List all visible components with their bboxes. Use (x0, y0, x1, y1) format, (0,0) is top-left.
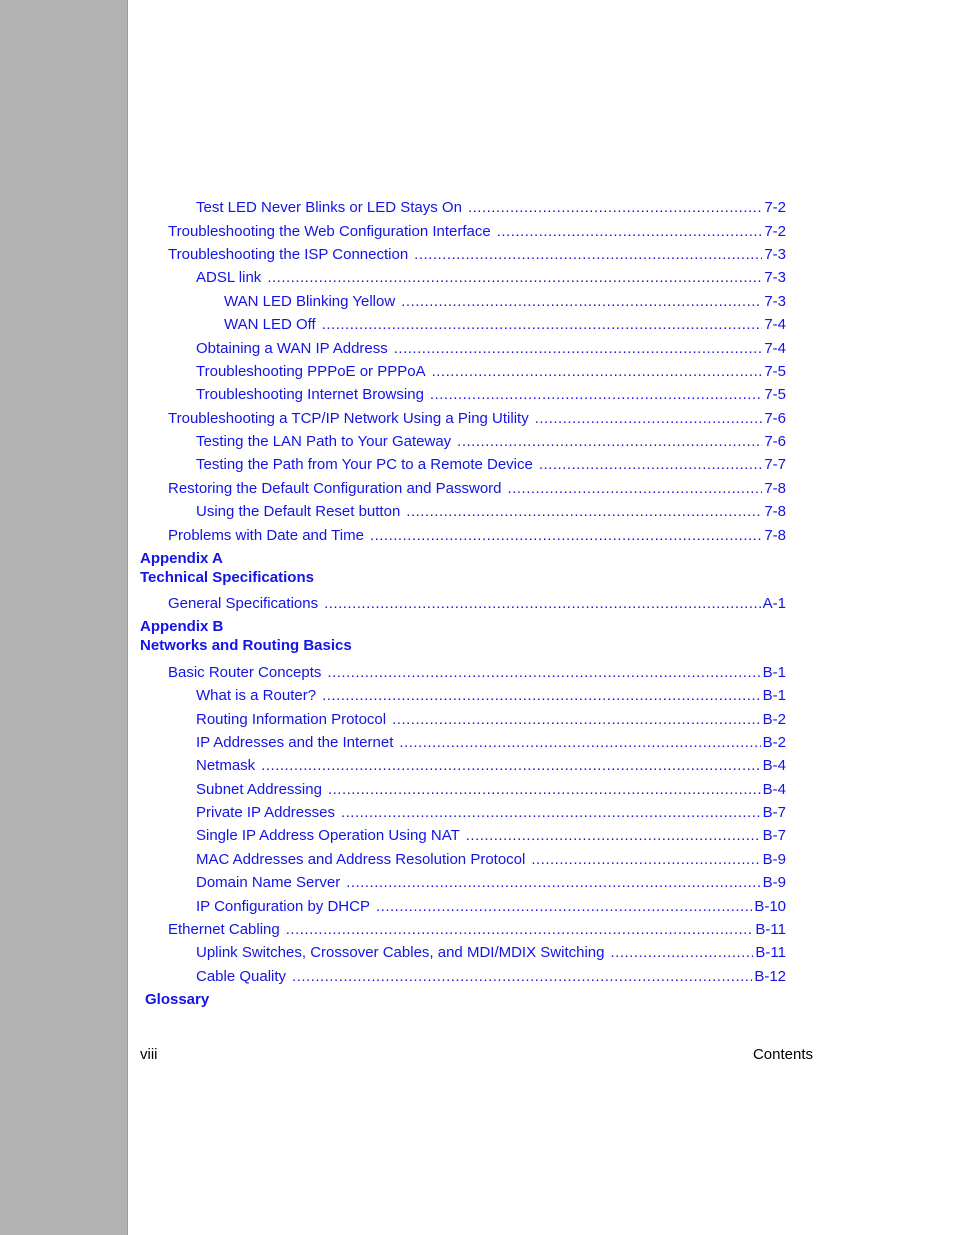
toc-entry-page: B-7 (762, 827, 786, 844)
toc-entry-title: Troubleshooting PPPoE or PPPoA (196, 363, 426, 380)
dot-leader (376, 897, 752, 917)
toc-entry[interactable] (196, 502, 786, 522)
dot-leader (328, 780, 761, 800)
toc-entry-title: Troubleshooting Internet Browsing (196, 386, 424, 403)
dot-leader (430, 385, 762, 405)
toc-entry[interactable] (168, 222, 786, 242)
dot-leader (414, 245, 762, 265)
dot-leader (327, 663, 760, 683)
dot-leader (497, 222, 763, 242)
appendix-b-heading[interactable] (140, 617, 352, 655)
toc-entry[interactable] (168, 594, 786, 614)
toc-entry-page: 7-4 (764, 340, 786, 357)
toc-entry-title: Subnet Addressing (196, 781, 322, 798)
toc-entry-title: Testing the LAN Path to Your Gateway (196, 433, 452, 450)
toc-entry-page: 7-3 (764, 269, 786, 286)
toc-entry-title: Restoring the Default Configuration and Password (168, 480, 502, 497)
dot-leader (535, 409, 763, 429)
toc-entry-title: Testing the Path from Your PC to a Remote Device (196, 456, 533, 473)
toc-entry-title: Netmask (196, 757, 256, 774)
toc-entry-title: Private IP Addresses (196, 804, 335, 821)
toc-entry-title: Uplink Switches, Crossover Cables, and MDI/MDIX Switching (196, 944, 605, 961)
dot-leader (531, 850, 760, 870)
toc-entry[interactable] (196, 362, 786, 382)
toc-entry-title: Routing Information Protocol (196, 711, 387, 728)
dot-leader (508, 479, 763, 499)
appendix-title: Technical Specifications (140, 569, 314, 586)
toc-entry-title: IP Addresses and the Internet (196, 734, 394, 751)
toc-entry-title: Troubleshooting a TCP/IP Network Using a Ping Utility (168, 410, 529, 427)
toc-entry[interactable] (168, 663, 786, 683)
dot-leader (267, 268, 762, 288)
toc-entry-title: WAN LED Blinking Yellow (224, 293, 396, 310)
toc-entry-page: B-12 (754, 968, 786, 985)
footer-page-number: viii (140, 1046, 158, 1063)
toc-entry[interactable] (196, 455, 786, 475)
dot-leader (468, 198, 762, 218)
toc-entry[interactable] (196, 756, 786, 776)
toc-entry[interactable] (224, 315, 786, 335)
toc-entry-title: Domain Name Server (196, 874, 341, 891)
toc-entry[interactable] (196, 897, 786, 917)
toc-entry[interactable] (196, 943, 786, 963)
toc-entry-page: B-11 (755, 944, 786, 961)
toc-entry[interactable] (168, 526, 786, 546)
toc-entry[interactable] (196, 198, 786, 218)
appendix-label: Appendix A (140, 550, 223, 567)
dot-leader (341, 803, 761, 823)
toc-entry-title: Problems with Date and Time (168, 527, 364, 544)
dot-leader (392, 710, 761, 730)
toc-entry[interactable] (196, 873, 786, 893)
glossary-heading[interactable] (145, 990, 209, 1009)
toc-entry[interactable] (196, 850, 786, 870)
toc-entry-page: 7-5 (764, 386, 786, 403)
toc-entry-title: What is a Router? (196, 687, 317, 704)
toc-entry-page: 7-8 (764, 480, 786, 497)
toc-entry[interactable] (168, 479, 786, 499)
toc-entry[interactable] (168, 920, 786, 940)
dot-leader (457, 432, 762, 452)
toc-entry[interactable] (196, 686, 786, 706)
toc-entry-page: B-2 (762, 711, 786, 728)
toc-entry[interactable] (168, 409, 786, 429)
toc-entry-title: Cable Quality (196, 968, 287, 985)
toc-entry-title: IP Configuration by DHCP (196, 898, 370, 915)
toc-entry-page: 7-4 (764, 316, 786, 333)
toc-entry-page: 7-6 (764, 433, 786, 450)
toc-entry-page: 7-6 (764, 410, 786, 427)
toc-entry-page: A-1 (762, 595, 786, 612)
toc-entry-page: 7-3 (764, 293, 786, 310)
toc-entry-page: 7-5 (764, 363, 786, 380)
dot-leader (324, 594, 761, 614)
toc-entry-page: 7-8 (764, 503, 786, 520)
dot-leader (261, 756, 760, 776)
toc-entry[interactable] (196, 967, 786, 987)
dot-leader (539, 455, 762, 475)
toc-entry-page: B-2 (762, 734, 786, 751)
toc-entry[interactable] (168, 245, 786, 265)
dot-leader (346, 873, 760, 893)
dot-leader (370, 526, 762, 546)
toc-entry[interactable] (196, 826, 786, 846)
toc-entry-page: B-1 (762, 687, 786, 704)
toc-entry-page: B-11 (755, 921, 786, 938)
toc-entry-page: B-7 (762, 804, 786, 821)
dot-leader (394, 339, 763, 359)
dot-leader (610, 943, 753, 963)
dot-leader (466, 826, 761, 846)
toc-entry[interactable] (224, 292, 786, 312)
toc-entry[interactable] (196, 432, 786, 452)
dot-leader (292, 967, 752, 987)
toc-entry-page: B-4 (762, 757, 786, 774)
dot-leader (322, 686, 761, 706)
toc-entry-title: Using the Default Reset button (196, 503, 401, 520)
toc-entry[interactable] (196, 710, 786, 730)
toc-entry-page: B-9 (762, 851, 786, 868)
dot-leader (432, 362, 763, 382)
toc-entry-title: Troubleshooting the Web Configuration Interface (168, 223, 491, 240)
appendix-title: Networks and Routing Basics (140, 637, 352, 654)
appendix-label: Appendix B (140, 618, 224, 635)
toc-entry-page: 7-7 (764, 456, 786, 473)
toc-entry[interactable] (196, 385, 786, 405)
dot-leader (406, 502, 762, 522)
dot-leader (286, 920, 754, 940)
toc-entry-title: WAN LED Off (224, 316, 316, 333)
toc-entry-title: General Specifications (168, 595, 319, 612)
toc-entry-title: Single IP Address Operation Using NAT (196, 827, 460, 844)
dot-leader (322, 315, 763, 335)
toc-entry-page: 7-2 (764, 199, 786, 216)
toc-entry-page: B-10 (754, 898, 786, 915)
toc-entry-page: B-1 (762, 664, 786, 681)
dot-leader (399, 733, 760, 753)
toc-entry-page: 7-8 (764, 527, 786, 544)
toc-entry-title: Troubleshooting the ISP Connection (168, 246, 409, 263)
toc-entry-title: Obtaining a WAN IP Address (196, 340, 388, 357)
toc-entry[interactable] (196, 268, 786, 288)
toc-entry-title: ADSL link (196, 269, 262, 286)
toc-entry-page: 7-2 (764, 223, 786, 240)
glossary-label: Glossary (145, 991, 210, 1008)
toc-entry-page: 7-3 (764, 246, 786, 263)
toc-entry-page: B-4 (762, 781, 786, 798)
appendix-a-heading[interactable] (140, 549, 314, 587)
toc-entry[interactable] (196, 780, 786, 800)
toc-entry-page: B-9 (762, 874, 786, 891)
toc-entry[interactable] (196, 339, 786, 359)
toc-entry[interactable] (196, 803, 786, 823)
toc-entry-title: Test LED Never Blinks or LED Stays On (196, 199, 462, 216)
toc-entry-title: Basic Router Concepts (168, 664, 322, 681)
toc-entry[interactable] (196, 733, 786, 753)
toc-entry-title: Ethernet Cabling (168, 921, 280, 938)
toc-entry-title: MAC Addresses and Address Resolution Protocol (196, 851, 526, 868)
footer-section-name: Contents (752, 1046, 813, 1063)
dot-leader (401, 292, 762, 312)
